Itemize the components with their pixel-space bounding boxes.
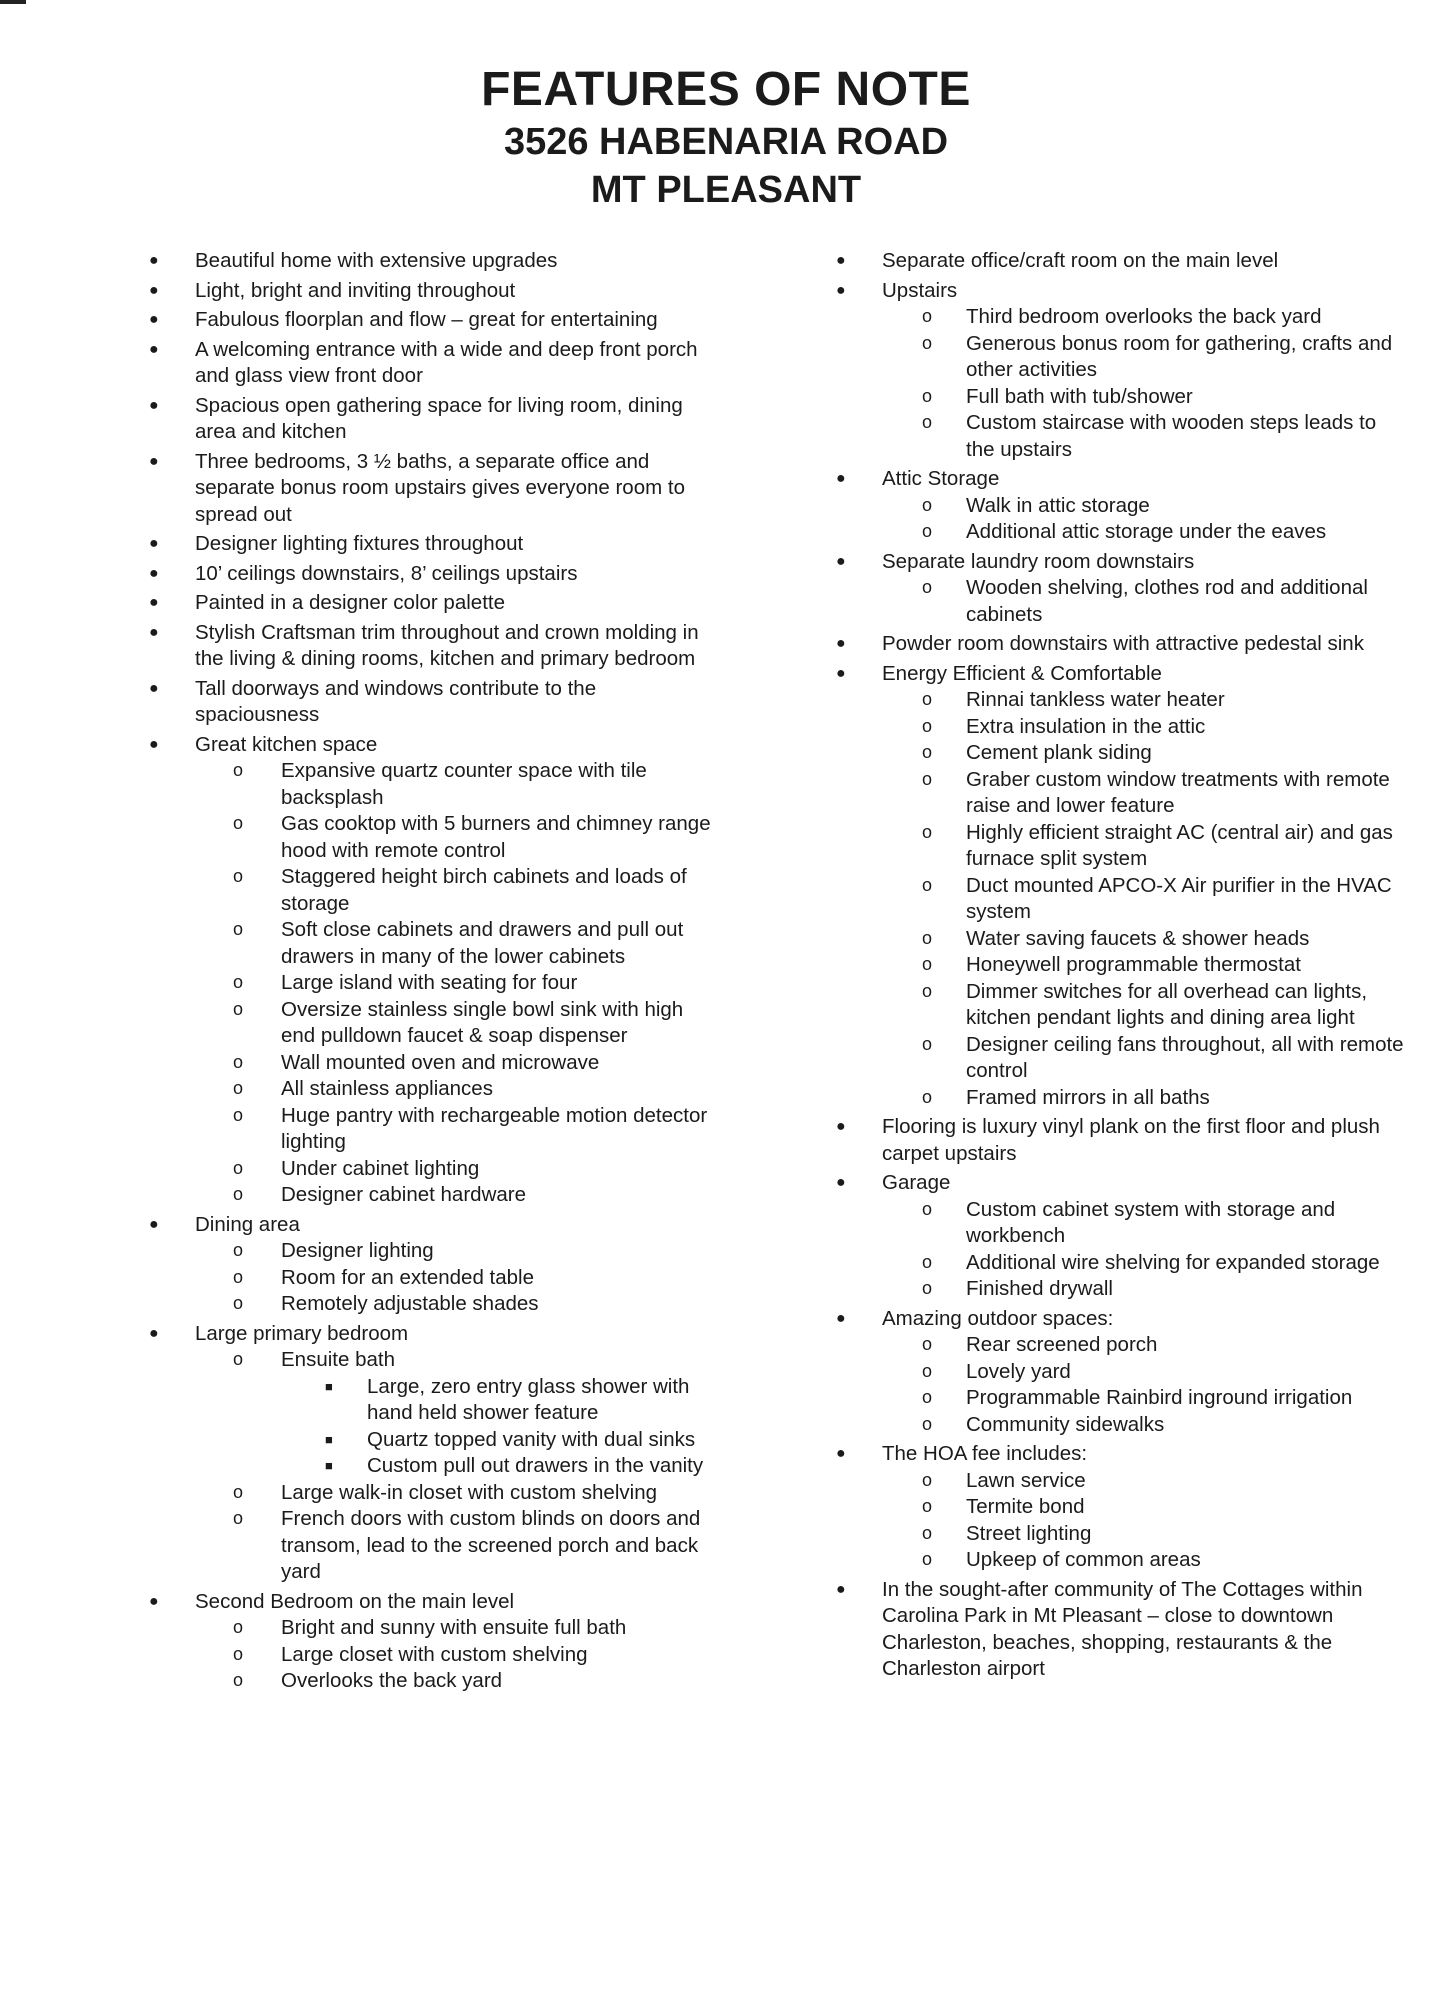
feature-subitem [143, 1076, 713, 1103]
feature-subitem [830, 873, 1410, 926]
feature-item [143, 620, 713, 673]
bullet-circle-icon: o [233, 1266, 244, 1287]
feature-item [830, 1577, 1410, 1683]
feature-subitem [143, 1265, 713, 1292]
feature-text: Separate office/craft room on the main level [882, 249, 1279, 272]
feature-text: All stainless appliances [281, 1077, 493, 1100]
bullet-circle-icon: o [233, 866, 244, 886]
feature-subitem [830, 1468, 1410, 1495]
bullet-circle-icon: o [233, 1051, 244, 1072]
bullet-circle-icon: o [922, 1086, 933, 1107]
feature-text: Three bedrooms, 3 ½ baths, a separate office and separate bonus room upstairs gives everyone room to spread out [195, 449, 685, 526]
bullet-dot-icon: ● [836, 552, 846, 570]
bullet-circle-icon: o [233, 1293, 244, 1313]
feature-sublist [882, 687, 1410, 1111]
feature-item [830, 1114, 1410, 1167]
feature-text: Energy Efficient & Comfortable [882, 661, 1162, 685]
feature-text: Cement plank siding [966, 741, 1152, 764]
feature-subitem [830, 410, 1410, 463]
bullet-circle-icon: o [922, 715, 933, 736]
feature-text: Highly efficient straight AC (central air) and gas furnace split system [966, 820, 1393, 870]
feature-text: Large, zero entry glass shower with hand held shower feature [367, 1374, 690, 1424]
bullet-dot-icon: ● [149, 340, 159, 358]
feature-text: 10’ ceilings downstairs, 8’ ceilings upstairs [195, 561, 578, 585]
feature-sublist [281, 1374, 713, 1480]
bullet-circle-icon: o [922, 742, 933, 762]
feature-item [830, 549, 1410, 629]
feature-item [830, 631, 1410, 658]
feature-subitem [830, 767, 1410, 820]
feature-subitem [143, 1668, 713, 1695]
bullet-dot-icon: ● [836, 1118, 846, 1135]
feature-text: Flooring is luxury vinyl plank on the first floor and plush carpet upstairs [882, 1115, 1380, 1165]
feature-subitem [143, 1238, 713, 1265]
property-address: 3526 HABENARIA ROAD [503, 121, 949, 163]
feature-subitem [143, 1291, 713, 1318]
scan-corner-mark [0, 0, 26, 4]
property-city: MT PLEASANT [590, 169, 862, 211]
feature-subitem [830, 493, 1410, 520]
feature-text: Designer cabinet hardware [281, 1183, 526, 1206]
bullet-dot-icon: ● [836, 1445, 846, 1462]
feature-item [143, 337, 713, 390]
bullet-circle-icon: o [922, 954, 933, 974]
bullet-dot-icon: ● [149, 735, 159, 753]
bullet-dot-icon: ● [836, 1309, 846, 1327]
feature-subitem [830, 1085, 1410, 1112]
bullet-circle-icon: o [922, 577, 933, 597]
feature-text: The HOA fee includes: [882, 1442, 1088, 1465]
feature-subitem [830, 1521, 1410, 1548]
feature-text: Custom staircase with wooden steps leads to the upstairs [966, 411, 1377, 461]
feature-subitem [830, 1359, 1410, 1386]
feature-list-left [143, 248, 713, 1695]
feature-item [830, 466, 1410, 546]
feature-text: Wall mounted oven and microwave [281, 1050, 600, 1074]
feature-subitem [830, 1250, 1410, 1277]
feature-subitem [830, 979, 1410, 1032]
bullet-circle-icon: o [233, 1617, 244, 1637]
feature-sublist [195, 1347, 713, 1586]
feature-sublist [882, 1197, 1410, 1303]
bullet-dot-icon: ● [836, 252, 846, 269]
bullet-circle-icon: o [922, 689, 933, 709]
feature-text: Wooden shelving, clothes rod and additional cabinets [966, 576, 1368, 626]
bullet-circle-icon: o [922, 332, 933, 353]
bullet-dot-icon: ● [149, 1592, 159, 1610]
bullet-dot-icon: ● [149, 1324, 159, 1342]
feature-sublist [882, 493, 1410, 546]
feature-sublist [195, 758, 713, 1209]
feature-text: Upkeep of common areas [966, 1548, 1201, 1571]
bullet-dot-icon: ● [149, 679, 159, 697]
feature-text: Graber custom window treatments with remote raise and lower feature [966, 767, 1390, 817]
feature-text: Large walk-in closet with custom shelving [281, 1480, 657, 1504]
bullet-circle-icon: o [233, 1104, 244, 1125]
bullet-circle-icon: o [233, 813, 244, 833]
feature-detail-item [281, 1453, 713, 1480]
feature-text: Third bedroom overlooks the back yard [966, 305, 1322, 328]
feature-subitem [830, 714, 1410, 741]
feature-text: Under cabinet lighting [281, 1156, 480, 1180]
feature-text: In the sought-after community of The Cottages within Carolina Park in Mt Pleasant – close to downtown Charleston, beaches, shopping, restaurants & the Charleston airport [882, 1577, 1363, 1680]
feature-subitem [830, 575, 1410, 628]
bullet-circle-icon: o [922, 821, 933, 842]
bullet-circle-icon: o [922, 768, 933, 789]
feature-subitem [830, 1032, 1410, 1085]
feature-item [143, 676, 713, 729]
feature-text: Honeywell programmable thermostat [966, 953, 1301, 976]
feature-text: Room for an extended table [281, 1265, 534, 1289]
bullet-circle-icon: o [233, 1184, 244, 1204]
feature-text: Walk in attic storage [966, 493, 1150, 517]
feature-text: Programmable Rainbird inground irrigation [966, 1386, 1353, 1409]
feature-item [830, 1170, 1410, 1303]
feature-subitem [143, 997, 713, 1050]
feature-subitem [143, 1506, 713, 1586]
feature-subitem [830, 1547, 1410, 1574]
bullet-circle-icon: o [233, 1078, 244, 1098]
feature-subitem [143, 1480, 713, 1507]
feature-subitem [143, 1156, 713, 1183]
bullet-circle-icon: o [922, 927, 933, 948]
feature-text: Tall doorways and windows contribute to the spaciousness [195, 676, 597, 726]
right-column [830, 248, 1410, 1686]
feature-text: Custom cabinet system with storage and workbench [966, 1197, 1336, 1247]
feature-detail-item [281, 1374, 713, 1427]
feature-subitem [830, 1197, 1410, 1250]
bullet-circle-icon: o [233, 1240, 244, 1260]
feature-text: Finished drywall [966, 1277, 1113, 1300]
bullet-dot-icon: ● [149, 396, 159, 414]
bullet-circle-icon: o [233, 998, 244, 1019]
feature-item [830, 278, 1410, 464]
bullet-circle-icon: o [233, 1670, 244, 1690]
feature-item [830, 661, 1410, 1112]
feature-text: Light, bright and inviting throughout [195, 278, 516, 302]
bullet-circle-icon: o [922, 1251, 933, 1272]
feature-text: Lawn service [966, 1468, 1086, 1492]
feature-subitem [830, 519, 1410, 546]
feature-text: Extra insulation in the attic [966, 714, 1206, 738]
bullet-circle-icon: o [922, 1469, 933, 1490]
bullet-circle-icon: o [233, 1508, 244, 1528]
feature-text: Second Bedroom on the main level [195, 1589, 515, 1613]
document-header [0, 62, 1452, 214]
feature-subitem [830, 740, 1410, 767]
feature-text: Stylish Craftsman trim throughout and crown molding in the living & dining rooms, kitchen and primary bedroom [195, 620, 699, 670]
feature-text: Full bath with tub/shower [966, 384, 1193, 408]
feature-text: French doors with custom blinds on doors and transom, lead to the screened porch and back yard [281, 1507, 701, 1583]
bullet-circle-icon: o [922, 980, 933, 1001]
feature-detail-item [281, 1427, 713, 1454]
bullet-dot-icon: ● [836, 664, 846, 682]
feature-text: Dimmer switches for all overhead can lights, kitchen pendant lights and dining area light [966, 979, 1368, 1029]
feature-text: Community sidewalks [966, 1412, 1165, 1436]
bullet-circle-icon: o [922, 874, 933, 895]
feature-item [830, 248, 1410, 275]
feature-text: Additional attic storage under the eaves [966, 520, 1327, 543]
bullet-circle-icon: o [233, 760, 244, 780]
feature-text: Remotely adjustable shades [281, 1292, 539, 1315]
feature-text: Large primary bedroom [195, 1321, 409, 1345]
feature-sublist [882, 1468, 1410, 1574]
feature-item [143, 561, 713, 588]
feature-text: Fabulous floorplan and flow – great for entertaining [195, 308, 658, 331]
feature-text: Attic Storage [882, 467, 1000, 490]
feature-subitem [143, 1050, 713, 1077]
bullet-dot-icon: ● [836, 470, 846, 487]
feature-subitem [143, 1347, 713, 1480]
feature-sublist [882, 304, 1410, 463]
feature-subitem [143, 1103, 713, 1156]
feature-subitem [830, 820, 1410, 873]
feature-subitem [830, 331, 1410, 384]
feature-text: Painted in a designer color palette [195, 591, 505, 614]
bullet-circle-icon: o [922, 1413, 933, 1434]
feature-sublist [882, 575, 1410, 628]
feature-text: Designer ceiling fans throughout, all with remote control [966, 1032, 1404, 1082]
bullet-dot-icon: ● [836, 635, 846, 652]
feature-text: Separate laundry room downstairs [882, 549, 1195, 573]
bullet-circle-icon: o [922, 1033, 933, 1054]
feature-subitem [830, 1494, 1410, 1521]
feature-text: Overlooks the back yard [281, 1669, 503, 1692]
feature-item [143, 1589, 713, 1695]
page-title: FEATURES OF NOTE [481, 63, 971, 116]
feature-sublist [195, 1615, 713, 1695]
bullet-dot-icon: ● [149, 311, 159, 328]
feature-text: Water saving faucets & shower heads [966, 926, 1310, 950]
bullet-dot-icon: ● [836, 281, 846, 299]
bullet-circle-icon: o [922, 1549, 933, 1569]
feature-subitem [143, 864, 713, 917]
feature-text: Rear screened porch [966, 1333, 1158, 1356]
feature-text: Upstairs [882, 278, 958, 302]
bullet-circle-icon: o [922, 1522, 933, 1543]
bullet-circle-icon: o [233, 1157, 244, 1178]
bullet-circle-icon: o [922, 306, 933, 326]
bullet-circle-icon: o [233, 1481, 244, 1502]
feature-item [143, 449, 713, 529]
feature-text: Expansive quartz counter space with tile backsplash [281, 759, 647, 809]
feature-item [830, 1441, 1410, 1574]
feature-item [143, 531, 713, 558]
feature-text: Custom pull out drawers in the vanity [367, 1454, 704, 1477]
bullet-circle-icon: o [922, 1334, 933, 1354]
bullet-circle-icon: o [922, 385, 933, 406]
feature-text: Garage [882, 1171, 951, 1194]
feature-subitem [143, 1642, 713, 1669]
feature-item [143, 248, 713, 275]
feature-subitem [143, 970, 713, 997]
bullet-circle-icon: o [233, 919, 244, 939]
feature-list-right [830, 248, 1410, 1683]
feature-item [830, 1306, 1410, 1439]
feature-sublist [195, 1238, 713, 1318]
bullet-dot-icon: ● [149, 564, 159, 582]
bullet-circle-icon: o [922, 1496, 933, 1516]
bullet-dot-icon: ● [149, 623, 159, 641]
feature-text: Great kitchen space [195, 732, 378, 756]
feature-item [143, 590, 713, 617]
feature-subitem [830, 926, 1410, 953]
feature-subitem [830, 687, 1410, 714]
bullet-dot-icon: ● [836, 1580, 846, 1598]
bullet-circle-icon: o [922, 494, 933, 515]
feature-text: Spacious open gathering space for living room, dining area and kitchen [195, 393, 683, 443]
feature-subitem [830, 384, 1410, 411]
feature-item [143, 1212, 713, 1318]
bullet-dot-icon: ● [149, 281, 159, 299]
feature-text: Framed mirrors in all baths [966, 1085, 1210, 1109]
feature-item [143, 732, 713, 1209]
feature-text: Gas cooktop with 5 burners and chimney range hood with remote control [281, 812, 711, 862]
feature-text: Additional wire shelving for expanded storage [966, 1250, 1380, 1274]
feature-text: Duct mounted APCO-X Air purifier in the HVAC system [966, 873, 1392, 923]
feature-text: Staggered height birch cabinets and loads of storage [281, 865, 687, 915]
feature-text: Beautiful home with extensive upgrades [195, 249, 558, 272]
bullet-circle-icon: o [233, 972, 244, 992]
left-column [143, 248, 713, 1698]
feature-subitem [143, 1182, 713, 1209]
feature-subitem [830, 1332, 1410, 1359]
feature-text: A welcoming entrance with a wide and deep front porch and glass view front door [195, 337, 698, 387]
feature-text: Ensuite bath [281, 1348, 395, 1371]
feature-text: Large island with seating for four [281, 971, 578, 994]
feature-subitem [830, 952, 1410, 979]
feature-item [143, 307, 713, 334]
bullet-circle-icon: o [922, 1360, 933, 1381]
feature-text: Generous bonus room for gathering, crafts and other activities [966, 331, 1393, 381]
bullet-square-icon: ■ [325, 1431, 333, 1447]
bullet-square-icon: ■ [325, 1458, 333, 1473]
feature-text: Oversize stainless single bowl sink with high end pulldown faucet & soap dispenser [281, 997, 684, 1047]
feature-text: Lovely yard [966, 1359, 1071, 1383]
feature-item [143, 1321, 713, 1586]
feature-text: Dining area [195, 1212, 300, 1236]
feature-item [143, 278, 713, 305]
feature-text: Designer lighting [281, 1239, 434, 1262]
feature-text: Huge pantry with rechargeable motion detector lighting [281, 1103, 708, 1153]
feature-subitem [143, 1615, 713, 1642]
bullet-dot-icon: ● [149, 594, 159, 611]
bullet-dot-icon: ● [149, 452, 159, 470]
feature-text: Bright and sunny with ensuite full bath [281, 1616, 627, 1639]
feature-text: Amazing outdoor spaces: [882, 1306, 1114, 1330]
feature-subitem [830, 304, 1410, 331]
feature-subitem [143, 758, 713, 811]
feature-sublist [882, 1332, 1410, 1438]
feature-item [143, 393, 713, 446]
bullet-circle-icon: o [233, 1349, 244, 1369]
feature-text: Termite bond [966, 1495, 1085, 1518]
bullet-circle-icon: o [922, 1198, 933, 1219]
feature-text: Rinnai tankless water heater [966, 688, 1225, 711]
feature-text: Soft close cabinets and drawers and pull out drawers in many of the lower cabinets [281, 918, 684, 968]
feature-text: Quartz topped vanity with dual sinks [367, 1427, 696, 1451]
feature-subitem [143, 917, 713, 970]
bullet-dot-icon: ● [149, 1215, 159, 1233]
feature-text: Designer lighting fixtures throughout [195, 532, 524, 555]
feature-text: Street lighting [966, 1521, 1092, 1545]
bullet-circle-icon: o [233, 1643, 244, 1664]
feature-text: Large closet with custom shelving [281, 1642, 588, 1666]
feature-text: Powder room downstairs with attractive pedestal sink [882, 632, 1364, 655]
bullet-circle-icon: o [922, 412, 933, 432]
feature-subitem [830, 1385, 1410, 1412]
feature-subitem [830, 1276, 1410, 1303]
bullet-dot-icon: ● [836, 1174, 846, 1191]
bullet-dot-icon: ● [149, 535, 159, 552]
bullet-circle-icon: o [922, 1278, 933, 1298]
bullet-circle-icon: o [922, 1387, 933, 1407]
bullet-square-icon: ■ [325, 1378, 333, 1394]
bullet-circle-icon: o [922, 521, 933, 541]
feature-subitem [143, 811, 713, 864]
bullet-dot-icon: ● [149, 252, 159, 269]
feature-subitem [830, 1412, 1410, 1439]
